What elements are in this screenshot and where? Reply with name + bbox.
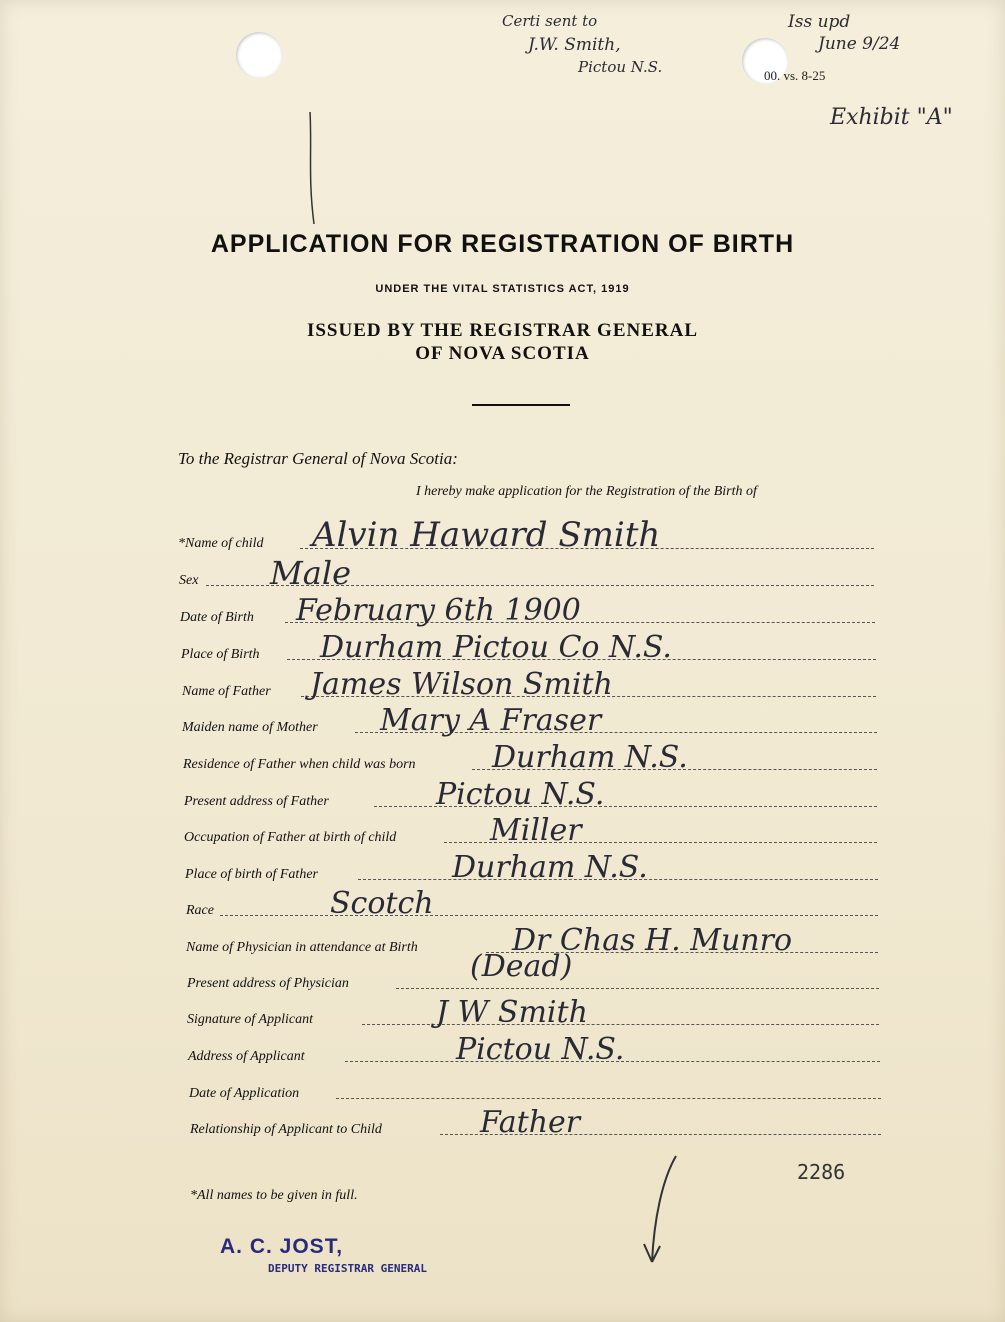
field-value: Miller <box>490 813 582 848</box>
annotation-certi-sent-line1: Certi sent to <box>502 12 598 30</box>
field-value: J W Smith <box>436 995 588 1030</box>
fill-line <box>220 915 878 916</box>
field-place-of-birth-of-father <box>0 850 1005 885</box>
fill-line <box>396 988 879 989</box>
form-number: 00. vs. 8-25 <box>764 68 826 83</box>
field-value: Pictou N.S. <box>456 1032 625 1067</box>
field-residence-of-father <box>0 740 1005 775</box>
field-name-of-father <box>0 667 1005 702</box>
field-value: (Dead) <box>470 949 573 984</box>
field-value: Father <box>480 1105 581 1140</box>
field-race <box>0 886 1005 921</box>
field-value: February 6th 1900 <box>296 593 581 628</box>
field-label: Date of Birth <box>180 610 254 625</box>
field-label: Present address of Physician <box>187 976 349 991</box>
field-value: James Wilson Smith <box>310 667 613 702</box>
field-maiden-name-of-mother <box>0 703 1005 738</box>
field-name-of-child <box>0 515 1005 555</box>
field-label: Place of birth of Father <box>185 867 318 882</box>
exhibit-mark: Exhibit "A" <box>830 105 953 130</box>
issued-by-line2: OF NOVA SCOTIA <box>415 343 590 364</box>
field-value: Durham Pictou Co N.S. <box>320 630 672 665</box>
field-value: Pictou N.S. <box>436 777 605 812</box>
field-occupation-of-father <box>0 813 1005 848</box>
annotation-certi-sent-line2: J.W. Smith, <box>528 35 621 55</box>
annotation-issued-line1: Iss upd <box>788 12 851 32</box>
field-present-address-of-physician <box>0 949 1005 994</box>
margin-pencil-mark <box>300 108 330 228</box>
field-value: Dr Chas H. Munro <box>512 923 793 958</box>
field-label: Occupation of Father at birth of child <box>184 830 397 845</box>
issued-by-line1: ISSUED BY THE REGISTRAR GENERAL <box>306 320 699 341</box>
pencil-check-mark <box>628 1150 688 1270</box>
field-date-of-application <box>0 1074 1005 1104</box>
field-label: Race <box>186 903 214 918</box>
fill-line <box>336 1098 881 1099</box>
field-label: Maiden name of Mother <box>182 720 318 735</box>
stamp-deputy-name: A. C. JOST, <box>220 1235 344 1258</box>
application-statement: I hereby make application for the Registration of the Birth of <box>416 484 757 499</box>
stamp-deputy-title: DEPUTY REGISTRAR GENERAL <box>268 1262 427 1275</box>
field-value: Alvin Haward Smith <box>312 515 661 555</box>
field-value: Durham N.S. <box>452 850 648 885</box>
field-label: Date of Application <box>189 1086 300 1101</box>
field-label: Present address of Father <box>184 794 329 809</box>
annotation-issued-line2: June 9/24 <box>818 34 901 54</box>
field-label: Residence of Father when child was born <box>183 757 416 772</box>
field-present-address-of-father <box>0 777 1005 812</box>
field-label: Relationship of Applicant to Child <box>190 1122 382 1137</box>
field-label: Sex <box>179 573 199 588</box>
annotation-certi-sent-line3: Pictou N.S. <box>578 58 663 76</box>
field-relationship-to-child <box>0 1105 1005 1140</box>
field-label: *Name of child <box>178 536 264 551</box>
field-address-of-applicant <box>0 1032 1005 1067</box>
salutation: To the Registrar General of Nova Scotia: <box>178 449 458 468</box>
field-date-of-birth <box>0 593 1005 628</box>
footnote: *All names to be given in full. <box>190 1188 358 1203</box>
header-divider <box>472 404 570 406</box>
form-subtitle: UNDER THE VITAL STATISTICS ACT, 1919 <box>375 283 630 295</box>
field-value: Mary A Fraser <box>380 703 602 738</box>
field-label: Address of Applicant <box>188 1049 305 1064</box>
field-signature-of-applicant <box>0 995 1005 1030</box>
field-label: Name of Physician in attendance at Birth <box>186 940 418 955</box>
punch-hole-left <box>236 32 282 78</box>
field-sex <box>0 554 1005 592</box>
field-place-of-birth <box>0 630 1005 665</box>
field-value: Scotch <box>330 886 434 921</box>
field-label: Place of Birth <box>181 647 260 662</box>
form-title: APPLICATION FOR REGISTRATION OF BIRTH <box>210 230 795 258</box>
field-value: Durham N.S. <box>492 740 688 775</box>
field-value: Male <box>270 554 352 592</box>
document-number: 2286 <box>797 1160 846 1184</box>
field-label: Name of Father <box>182 684 271 699</box>
field-label: Signature of Applicant <box>187 1012 313 1027</box>
